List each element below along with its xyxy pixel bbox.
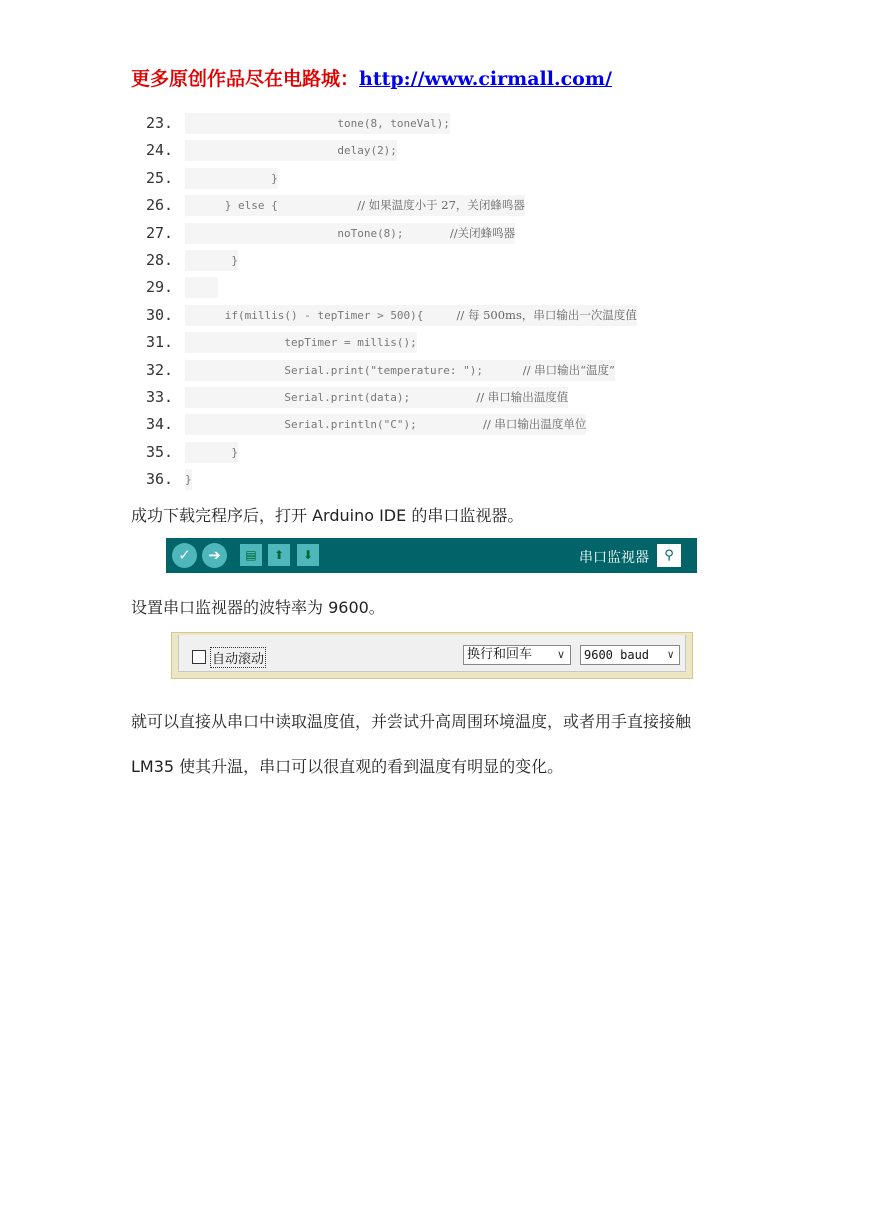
- line-ending-select[interactable]: [463, 645, 571, 665]
- download-arrow-icon[interactable]: ⬇: [297, 544, 319, 566]
- code-line: [130, 385, 750, 412]
- line-number: 35.: [146, 442, 174, 461]
- baud-rate-value: 9600 baud: [584, 648, 650, 662]
- code-comment: // 串口输出“温度”: [522, 362, 615, 377]
- code-text: [185, 223, 515, 244]
- code-statement: tepTimer = millis();: [284, 336, 417, 350]
- code-line: [130, 440, 750, 467]
- code-comment: // 如果温度小于 27，关闭蜂鸣器: [357, 198, 525, 213]
- code-indent: [185, 391, 284, 404]
- code-text: [185, 414, 586, 435]
- header-prefix: 更多原创作品尽在电路城：: [131, 68, 360, 90]
- code-statement: Serial.print(data);: [284, 390, 477, 404]
- code-indent: [185, 418, 284, 431]
- code-statement: } else {: [224, 199, 358, 213]
- line-ending-value: 换行和回车: [467, 647, 533, 662]
- autoscroll-label[interactable]: 自动滚动: [210, 647, 266, 668]
- line-number: 28.: [146, 250, 174, 269]
- code-text: [185, 113, 450, 134]
- code-statement: Serial.print("temperature: ");: [284, 363, 523, 377]
- code-indent: [185, 336, 284, 349]
- code-text: [185, 140, 397, 161]
- line-number: 30.: [146, 305, 174, 324]
- code-text: [185, 360, 615, 381]
- line-number: 36.: [146, 470, 174, 489]
- code-comment: // 串口输出温度值: [476, 389, 569, 404]
- autoscroll-checkbox[interactable]: [192, 650, 206, 664]
- code-statement: if(millis() - tepTimer > 500){: [224, 308, 457, 322]
- code-indent: [185, 199, 225, 212]
- code-comment: // 串口输出温度单位: [483, 417, 587, 432]
- page-header: [131, 64, 612, 91]
- serial-settings-bar: [171, 632, 693, 679]
- paragraph-set-baud: 设置串口监视器的波特率为 9600。: [131, 598, 385, 617]
- line-number: 33.: [146, 387, 174, 406]
- code-text: [185, 168, 278, 189]
- arrow-right-icon[interactable]: ➔: [202, 543, 227, 568]
- code-line: [130, 358, 750, 385]
- line-number: 31.: [146, 333, 174, 352]
- code-statement: }: [185, 473, 192, 487]
- line-number: 32.: [146, 360, 174, 379]
- paragraph-read-temp: 就可以直接从串口中读取温度值，并尝试升高周围环境温度，或者用手直接接触: [131, 712, 692, 731]
- line-number: 24.: [146, 141, 174, 160]
- code-line: [130, 412, 750, 439]
- code-block: [130, 111, 750, 494]
- header-link[interactable]: http://www.cirmall.com/: [359, 68, 612, 90]
- chevron-down-icon: ∨: [667, 648, 674, 661]
- code-text: [185, 250, 238, 271]
- magnifier-icon[interactable]: ⚲: [657, 544, 681, 567]
- chevron-down-icon: ∨: [556, 648, 565, 661]
- code-indent: [185, 309, 225, 322]
- code-line: [130, 275, 750, 302]
- code-statement: noTone(8);: [337, 226, 450, 240]
- code-indent: [185, 117, 337, 130]
- code-indent: [185, 364, 284, 377]
- code-text: [185, 195, 525, 216]
- code-line: [130, 303, 750, 330]
- code-line: [130, 248, 750, 275]
- code-text: [185, 305, 637, 326]
- check-icon[interactable]: ✓: [172, 543, 197, 568]
- code-statement: delay(2);: [337, 144, 397, 158]
- code-indent: [185, 254, 231, 267]
- code-line: [130, 111, 750, 138]
- code-indent: [185, 144, 337, 157]
- line-number: 34.: [146, 415, 174, 434]
- serial-settings-panel: [178, 635, 686, 672]
- code-line: [130, 193, 750, 220]
- code-text: [185, 442, 238, 463]
- code-text: [185, 277, 218, 298]
- code-statement: tone(8, toneVal);: [337, 117, 450, 130]
- code-statement: }: [271, 171, 278, 185]
- baud-rate-select[interactable]: [580, 645, 680, 665]
- code-comment: //关闭蜂鸣器: [449, 225, 516, 240]
- document-icon[interactable]: ▤: [240, 544, 262, 566]
- upload-arrow-icon[interactable]: ⬆: [268, 544, 290, 566]
- code-indent: [185, 446, 231, 459]
- code-statement: }: [231, 445, 238, 459]
- code-comment: // 每 500ms，串口输出一次温度值: [456, 307, 637, 322]
- line-number: 27.: [146, 223, 174, 242]
- code-line: [130, 467, 750, 494]
- line-number: 23.: [146, 114, 174, 132]
- serial-monitor-label: 串口监视器: [579, 550, 649, 566]
- line-number: 26.: [146, 196, 174, 215]
- code-indent: [185, 227, 337, 240]
- code-line: [130, 166, 750, 193]
- line-number: 29.: [146, 278, 174, 297]
- code-indent: [185, 281, 218, 294]
- code-line: [130, 330, 750, 357]
- paragraph-open-monitor: 成功下载完程序后，打开 Arduino IDE 的串口监视器。: [131, 506, 524, 525]
- code-line: [130, 221, 750, 248]
- ide-toolbar: [166, 538, 697, 573]
- code-text: [185, 387, 568, 408]
- code-indent: [185, 172, 271, 185]
- code-statement: Serial.println("C");: [284, 418, 484, 432]
- line-number: 25.: [146, 168, 174, 187]
- code-text: [185, 469, 192, 490]
- code-line: [130, 138, 750, 165]
- code-statement: }: [231, 253, 238, 267]
- code-text: [185, 332, 417, 353]
- paragraph-lm35: LM35 使其升温，串口可以很直观的看到温度有明显的变化。: [131, 757, 564, 776]
